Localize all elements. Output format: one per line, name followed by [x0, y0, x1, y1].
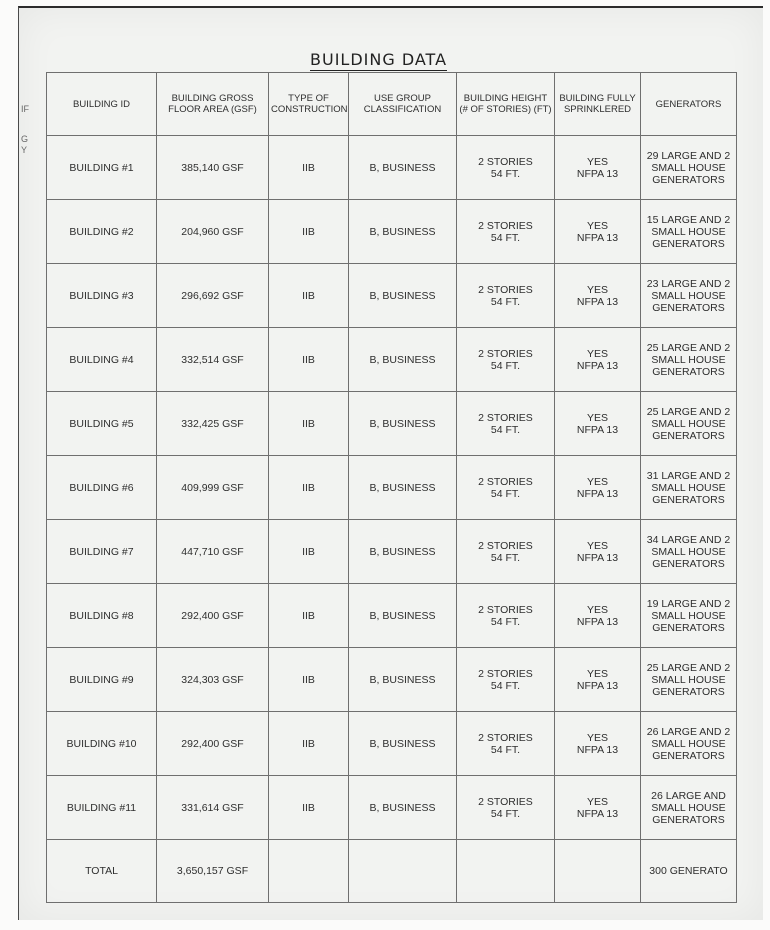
gross-floor-area: 324,303 GSF [157, 648, 269, 712]
building-id: BUILDING #10 [47, 712, 157, 776]
header-construction-type: TYPE OF CONSTRUCTION [269, 73, 349, 136]
building-id: BUILDING #7 [47, 520, 157, 584]
table-row [47, 328, 737, 392]
gross-floor-area: 292,400 GSF [157, 584, 269, 648]
table-row [47, 200, 737, 264]
building-height: 2 STORIES 54 FT. [457, 392, 555, 456]
margin-mark: Y [21, 145, 28, 155]
construction-type: IIB [269, 136, 349, 200]
gross-floor-area: 296,692 GSF [157, 264, 269, 328]
building-id: BUILDING #3 [47, 264, 157, 328]
construction-type: IIB [269, 200, 349, 264]
table-header-row [47, 73, 737, 136]
header-building-height: BUILDING HEIGHT (# OF STORIES) (FT) [457, 73, 555, 136]
empty-cell [269, 840, 349, 903]
total-generators: 300 GENERATO [641, 840, 737, 903]
generators-value: 26 LARGE AND 2 SMALL HOUSE GENERATORS [641, 712, 737, 776]
use-group: B, BUSINESS [349, 392, 457, 456]
table-row [47, 584, 737, 648]
empty-cell [555, 840, 641, 903]
sprinklered-value: YES NFPA 13 [555, 200, 641, 264]
table-row [47, 520, 737, 584]
use-group: B, BUSINESS [349, 136, 457, 200]
building-height: 2 STORIES 54 FT. [457, 648, 555, 712]
building-height: 2 STORIES 54 FT. [457, 520, 555, 584]
gross-floor-area: 447,710 GSF [157, 520, 269, 584]
construction-type: IIB [269, 392, 349, 456]
margin-mark: G [21, 134, 29, 144]
sprinklered-value: YES NFPA 13 [555, 392, 641, 456]
gross-floor-area: 332,514 GSF [157, 328, 269, 392]
header-building-id: BUILDING ID [47, 73, 157, 136]
generators-value: 19 LARGE AND 2 SMALL HOUSE GENERATORS [641, 584, 737, 648]
sprinklered-value: YES NFPA 13 [555, 712, 641, 776]
building-data-table [46, 72, 737, 903]
construction-type: IIB [269, 264, 349, 328]
gross-floor-area: 292,400 GSF [157, 712, 269, 776]
building-id: BUILDING #2 [47, 200, 157, 264]
building-height: 2 STORIES 54 FT. [457, 584, 555, 648]
sprinklered-value: YES NFPA 13 [555, 776, 641, 840]
table-row [47, 264, 737, 328]
use-group: B, BUSINESS [349, 200, 457, 264]
empty-cell [349, 840, 457, 903]
empty-cell [457, 840, 555, 903]
building-id: BUILDING #5 [47, 392, 157, 456]
total-row [47, 840, 737, 903]
construction-type: IIB [269, 520, 349, 584]
building-id: BUILDING #1 [47, 136, 157, 200]
total-label: TOTAL [47, 840, 157, 903]
construction-type: IIB [269, 584, 349, 648]
construction-type: IIB [269, 712, 349, 776]
document-title: BUILDING DATA [310, 50, 448, 69]
sprinklered-value: YES NFPA 13 [555, 264, 641, 328]
table-row [47, 136, 737, 200]
header-use-group: USE GROUP CLASSIFICATION [349, 73, 457, 136]
building-id: BUILDING #9 [47, 648, 157, 712]
generators-value: 34 LARGE AND 2 SMALL HOUSE GENERATORS [641, 520, 737, 584]
building-height: 2 STORIES 54 FT. [457, 712, 555, 776]
generators-value: 23 LARGE AND 2 SMALL HOUSE GENERATORS [641, 264, 737, 328]
construction-type: IIB [269, 456, 349, 520]
use-group: B, BUSINESS [349, 520, 457, 584]
sprinklered-value: YES NFPA 13 [555, 648, 641, 712]
sprinklered-value: YES NFPA 13 [555, 328, 641, 392]
building-height: 2 STORIES 54 FT. [457, 328, 555, 392]
building-id: BUILDING #4 [47, 328, 157, 392]
building-height: 2 STORIES 54 FT. [457, 264, 555, 328]
gross-floor-area: 332,425 GSF [157, 392, 269, 456]
gross-floor-area: 204,960 GSF [157, 200, 269, 264]
generators-value: 31 LARGE AND 2 SMALL HOUSE GENERATORS [641, 456, 737, 520]
building-id: BUILDING #8 [47, 584, 157, 648]
construction-type: IIB [269, 776, 349, 840]
use-group: B, BUSINESS [349, 776, 457, 840]
use-group: B, BUSINESS [349, 456, 457, 520]
building-id: BUILDING #11 [47, 776, 157, 840]
generators-value: 26 LARGE AND SMALL HOUSE GENERATORS [641, 776, 737, 840]
table-row [47, 648, 737, 712]
gross-floor-area: 409,999 GSF [157, 456, 269, 520]
sprinklered-value: YES NFPA 13 [555, 584, 641, 648]
table-row [47, 776, 737, 840]
gross-floor-area: 385,140 GSF [157, 136, 269, 200]
generators-value: 25 LARGE AND 2 SMALL HOUSE GENERATORS [641, 392, 737, 456]
building-id: BUILDING #6 [47, 456, 157, 520]
construction-type: IIB [269, 648, 349, 712]
building-height: 2 STORIES 54 FT. [457, 456, 555, 520]
construction-type: IIB [269, 328, 349, 392]
use-group: B, BUSINESS [349, 648, 457, 712]
sprinklered-value: YES NFPA 13 [555, 136, 641, 200]
generators-value: 15 LARGE AND 2 SMALL HOUSE GENERATORS [641, 200, 737, 264]
table-row [47, 392, 737, 456]
generators-value: 25 LARGE AND 2 SMALL HOUSE GENERATORS [641, 648, 737, 712]
gross-floor-area: 331,614 GSF [157, 776, 269, 840]
building-height: 2 STORIES 54 FT. [457, 200, 555, 264]
table-row [47, 456, 737, 520]
use-group: B, BUSINESS [349, 584, 457, 648]
generators-value: 29 LARGE AND 2 SMALL HOUSE GENERATORS [641, 136, 737, 200]
sprinklered-value: YES NFPA 13 [555, 520, 641, 584]
header-gross-floor-area: BUILDING GROSS FLOOR AREA (GSF) [157, 73, 269, 136]
table-row [47, 712, 737, 776]
use-group: B, BUSINESS [349, 712, 457, 776]
header-generators: GENERATORS [641, 73, 737, 136]
header-sprinklered: BUILDING FULLY SPRINKLERED [555, 73, 641, 136]
use-group: B, BUSINESS [349, 264, 457, 328]
use-group: B, BUSINESS [349, 328, 457, 392]
building-height: 2 STORIES 54 FT. [457, 776, 555, 840]
margin-mark: IF [21, 104, 29, 114]
building-height: 2 STORIES 54 FT. [457, 136, 555, 200]
sprinklered-value: YES NFPA 13 [555, 456, 641, 520]
total-area: 3,650,157 GSF [157, 840, 269, 903]
generators-value: 25 LARGE AND 2 SMALL HOUSE GENERATORS [641, 328, 737, 392]
